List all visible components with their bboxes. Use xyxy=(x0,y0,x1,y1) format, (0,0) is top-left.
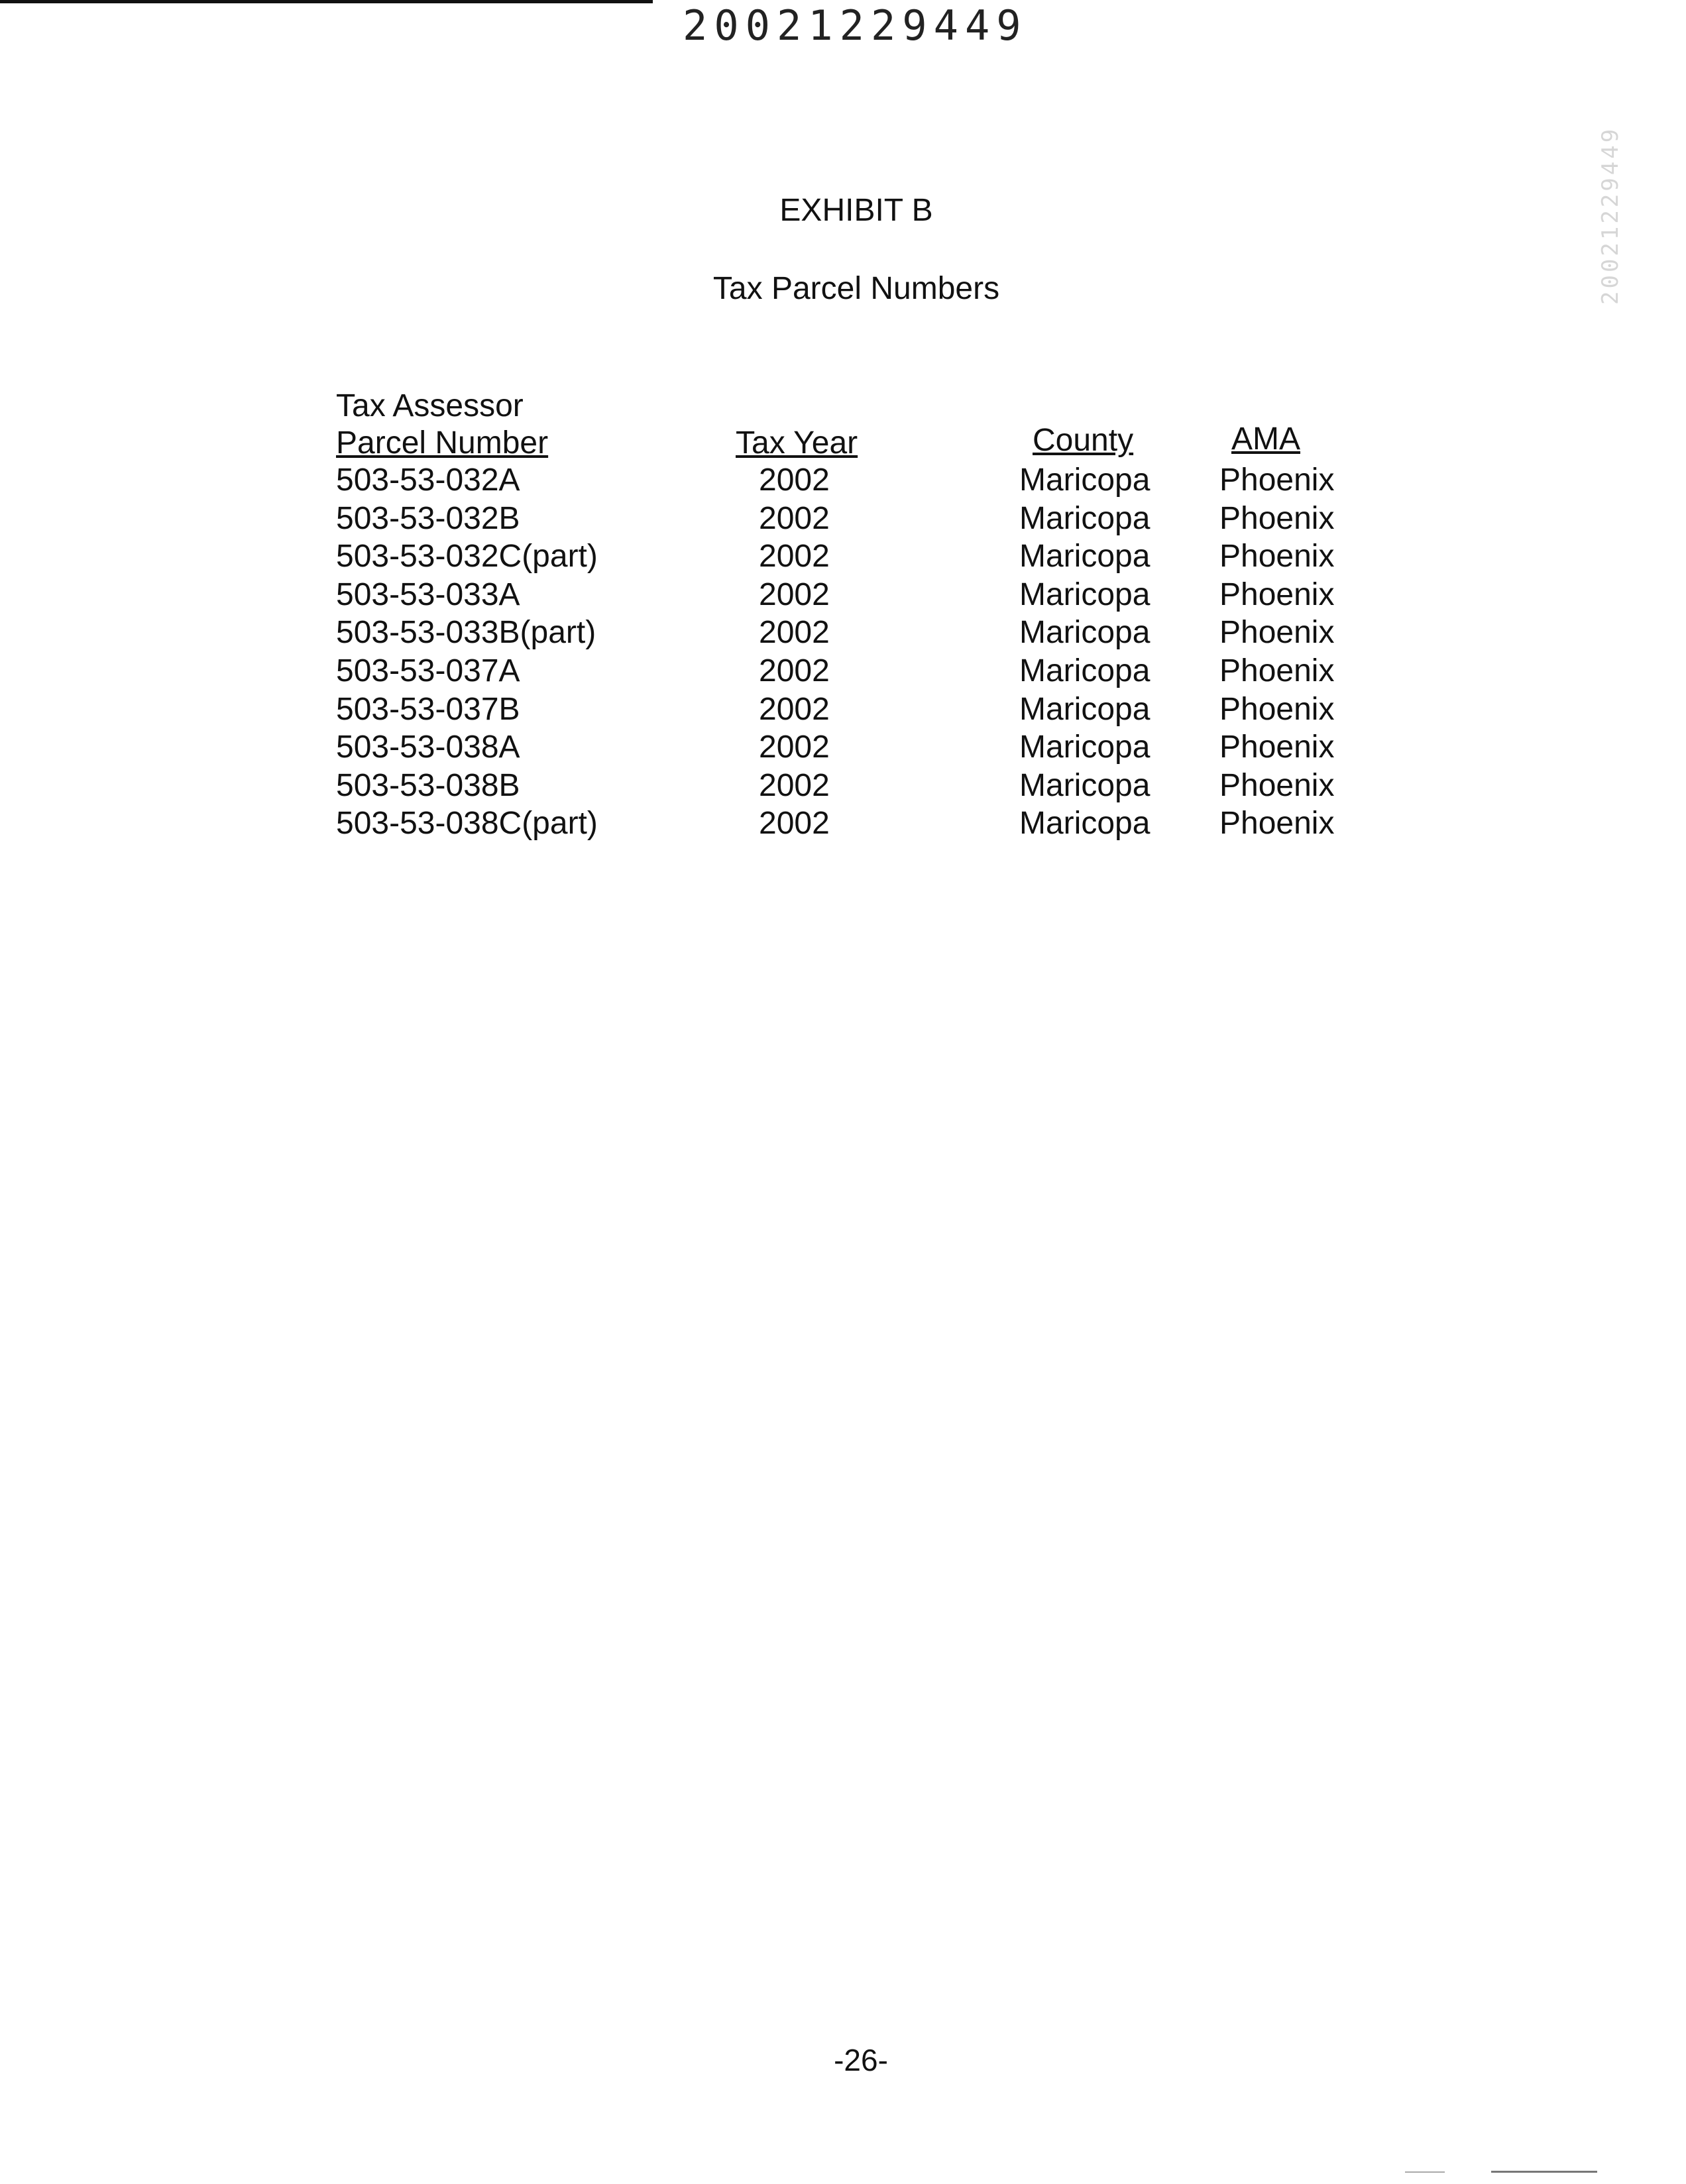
column-header-tax-year: Tax Year xyxy=(736,425,858,461)
ama-cell: Phoenix xyxy=(1219,730,1335,765)
ama-cell: Phoenix xyxy=(1219,653,1335,688)
tax-year-cell: 2002 xyxy=(759,501,830,536)
ama-cell: Phoenix xyxy=(1219,692,1335,727)
tax-year-cell: 2002 xyxy=(759,768,830,803)
county-cell: Maricopa xyxy=(1019,730,1151,765)
tax-year-cell: 2002 xyxy=(759,463,830,498)
ama-cell: Phoenix xyxy=(1219,806,1335,841)
parcel-number-cell: 503-53-032B xyxy=(336,501,520,536)
tax-year-cell: 2002 xyxy=(759,539,830,574)
document-number: 20021229449 xyxy=(683,1,1028,50)
parcel-number-cell: 503-53-033A xyxy=(336,577,520,612)
parcel-number-cell: 503-53-038A xyxy=(336,730,520,765)
tax-year-cell: 2002 xyxy=(759,806,830,841)
column-header-prefix: Tax Assessor xyxy=(336,388,524,423)
column-header-parcel-number: Parcel Number xyxy=(336,425,549,461)
county-cell: Maricopa xyxy=(1019,577,1151,612)
parcel-number-cell: 503-53-038C(part) xyxy=(336,806,598,841)
ama-cell: Phoenix xyxy=(1219,501,1335,536)
tax-year-cell: 2002 xyxy=(759,577,830,612)
bottom-rule xyxy=(1491,2171,1597,2173)
exhibit-subtitle: Tax Parcel Numbers xyxy=(712,271,1000,306)
margin-stamp: 20021229449 xyxy=(1597,126,1624,305)
county-cell: Maricopa xyxy=(1019,463,1151,498)
parcel-table xyxy=(0,0,1686,861)
ama-cell: Phoenix xyxy=(1219,539,1335,574)
county-cell: Maricopa xyxy=(1019,501,1151,536)
county-cell: Maricopa xyxy=(1019,768,1151,803)
parcel-number-cell: 503-53-032C(part) xyxy=(336,539,598,574)
ama-cell: Phoenix xyxy=(1219,768,1335,803)
county-cell: Maricopa xyxy=(1019,806,1151,841)
bottom-dash xyxy=(1405,2171,1445,2173)
parcel-number-cell: 503-53-032A xyxy=(336,463,520,498)
parcel-number-cell: 503-53-033B(part) xyxy=(336,615,596,650)
page-number: -26- xyxy=(834,2043,888,2077)
ama-cell: Phoenix xyxy=(1219,615,1335,650)
county-cell: Maricopa xyxy=(1019,615,1151,650)
parcel-number-cell: 503-53-038B xyxy=(336,768,520,803)
parcel-number-cell: 503-53-037B xyxy=(336,692,520,727)
county-cell: Maricopa xyxy=(1019,692,1151,727)
tax-year-cell: 2002 xyxy=(759,653,830,688)
column-header-county: County xyxy=(1033,423,1134,458)
county-cell: Maricopa xyxy=(1019,653,1151,688)
ama-cell: Phoenix xyxy=(1219,463,1335,498)
parcel-number-cell: 503-53-037A xyxy=(336,653,520,688)
county-cell: Maricopa xyxy=(1019,539,1151,574)
column-header-ama: AMA xyxy=(1231,421,1301,457)
ama-cell: Phoenix xyxy=(1219,577,1335,612)
tax-year-cell: 2002 xyxy=(759,692,830,727)
exhibit-title: EXHIBIT B xyxy=(779,193,933,228)
tax-year-cell: 2002 xyxy=(759,730,830,765)
tax-year-cell: 2002 xyxy=(759,615,830,650)
